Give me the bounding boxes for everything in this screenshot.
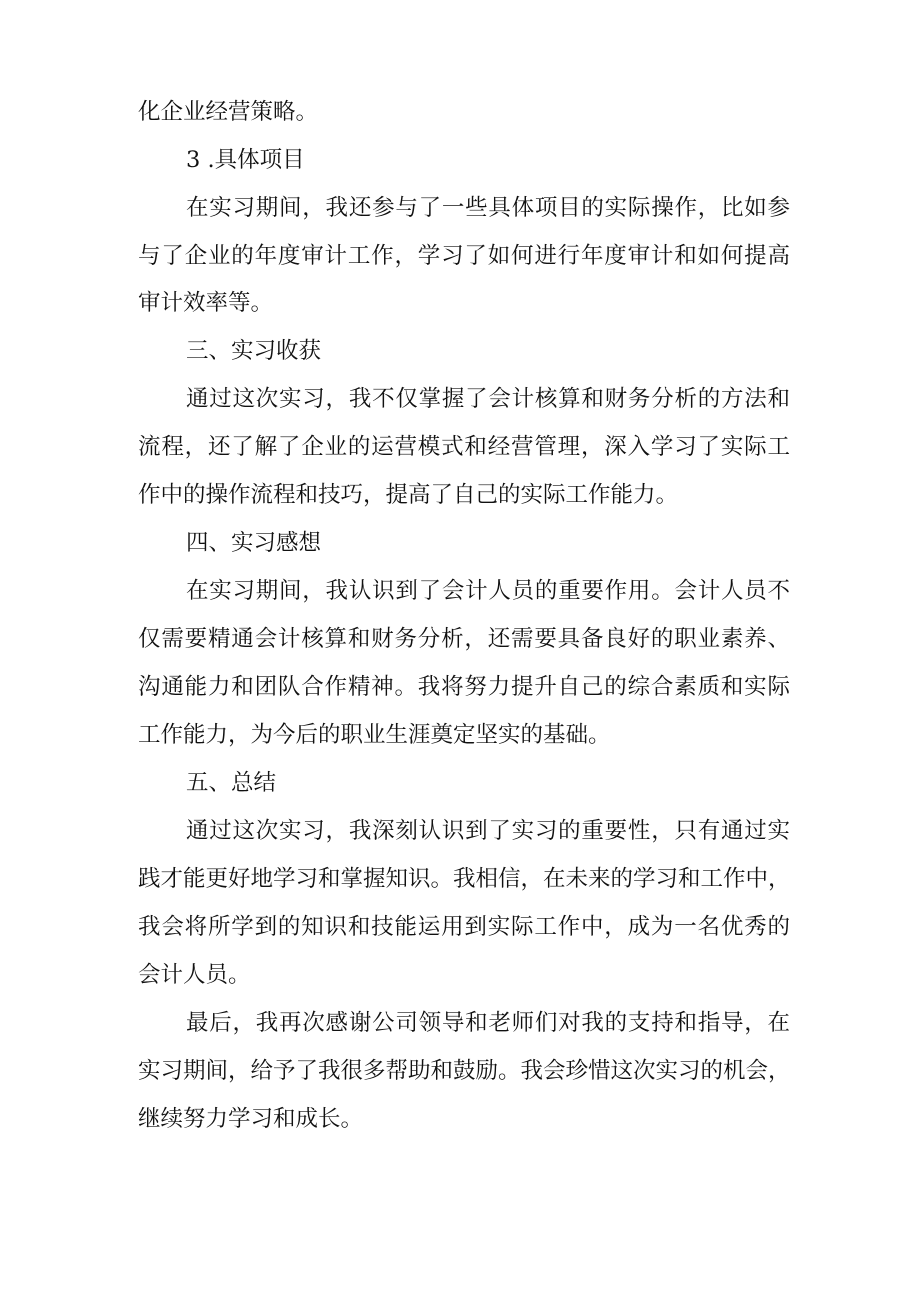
paragraph-line: 审计效率等。 (138, 290, 274, 316)
section-heading: 四、实习感想 (186, 530, 322, 556)
paragraph-line: 最后，我再次感谢公司领导和老师们对我的支持和指导，在 (186, 1010, 790, 1036)
paragraph-line: 化企业经营策略。 (138, 99, 319, 125)
paragraph-line: 会计人员。 (138, 962, 251, 988)
paragraph-line: 通过这次实习，我不仅掌握了会计核算和财务分析的方法和 (186, 386, 790, 412)
paragraph-line: 在实习期间，我认识到了会计人员的重要作用。会计人员不 (186, 578, 790, 604)
paragraph-line: 与了企业的年度审计工作，学习了如何进行年度审计和如何提高 (138, 243, 790, 269)
paragraph-line: 在实习期间，我还参与了一些具体项目的实际操作，比如参 (186, 195, 790, 221)
paragraph-line: 践才能更好地学习和掌握知识。我相信，在未来的学习和工作中， (138, 866, 791, 892)
paragraph-line: 通过这次实习，我深刻认识到了实习的重要性，只有通过实 (186, 818, 790, 844)
paragraph-line: 实习期间，给予了我很多帮助和鼓励。我会珍惜这次实习的机会， (138, 1058, 791, 1084)
paragraph-line: 流程，还了解了企业的运营模式和经营管理，深入学习了实际工 (138, 434, 790, 460)
paragraph-line: 继续努力学习和成长。 (138, 1106, 364, 1132)
subsection-heading: 3 .具体项目 (186, 147, 305, 173)
section-heading: 五、总结 (186, 770, 277, 796)
paragraph-line: 沟通能力和团队合作精神。我将努力提升自己的综合素质和实际 (138, 674, 790, 700)
paragraph-line: 作中的操作流程和技巧，提高了自己的实际工作能力。 (138, 482, 679, 508)
paragraph-line: 工作能力，为今后的职业生涯奠定坚实的基础。 (138, 722, 611, 748)
section-heading: 三、实习收获 (186, 338, 322, 364)
paragraph-line: 我会将所学到的知识和技能运用到实际工作中，成为一名优秀的 (138, 914, 790, 940)
paragraph-line: 仅需要精通会计核算和财务分析，还需要具备良好的职业素养、 (138, 626, 790, 652)
